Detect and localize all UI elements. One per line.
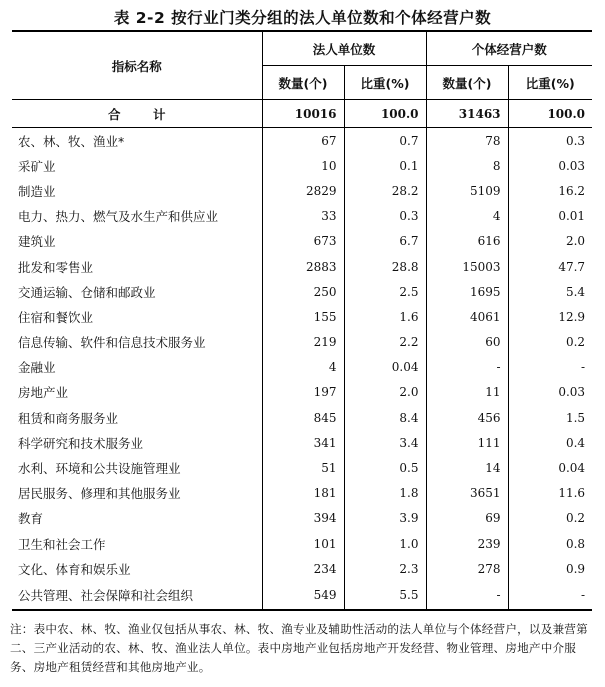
individual-count-cell: 60 <box>426 330 508 355</box>
legal-share-cell: 0.7 <box>344 128 426 154</box>
table-row <box>12 229 592 254</box>
individual-share-cell: - <box>508 581 592 610</box>
table-body <box>12 100 592 611</box>
legal-count-cell: 2883 <box>262 254 344 279</box>
industry-name: 农、林、牧、渔业* <box>12 128 262 154</box>
industry-name: 电力、热力、燃气及水生产和供应业 <box>12 204 262 229</box>
individual-share-cell: - <box>580 360 586 375</box>
individual-count-cell: 15003 <box>426 254 508 279</box>
industry-name: 教育 <box>12 506 262 531</box>
industry-name: 信息传输、软件和信息技术服务业 <box>12 330 262 355</box>
industry-name: 居民服务、修理和其他服务业 <box>12 481 262 506</box>
individual-count-cell: 69 <box>426 506 508 531</box>
legal-count-cell: 394 <box>262 506 344 531</box>
legal-count-cell: 101 <box>262 531 344 556</box>
industry-name: 文化、体育和娱乐业 <box>12 556 262 581</box>
industry-table <box>12 30 592 611</box>
legal-share-cell: 1.6 <box>344 304 426 329</box>
industry-name: 住宿和餐饮业 <box>12 304 262 329</box>
individual-share-cell: 0.8 <box>565 536 586 551</box>
legal-share-cell: 1.8 <box>344 481 426 506</box>
industry-name: 合 计 <box>12 100 262 128</box>
individual-share-cell: 0.9 <box>565 561 586 576</box>
table-row <box>12 153 592 178</box>
legal-share-cell: 1.0 <box>344 531 426 556</box>
individual-share-cell: 0.03 <box>558 158 586 173</box>
legal-share-cell: 28.8 <box>344 254 426 279</box>
legal-count-cell: 10 <box>262 153 344 178</box>
legal-share-cell: 28.2 <box>344 178 426 203</box>
table-row <box>12 254 592 279</box>
legal-count-cell: 219 <box>262 330 344 355</box>
individual-count-cell: 4 <box>426 204 508 229</box>
table-row <box>12 355 592 380</box>
header-indicator: 指标名称 <box>12 31 262 100</box>
individual-count-cell: 3651 <box>426 481 508 506</box>
individual-count-cell: 111 <box>426 430 508 455</box>
table-row <box>12 430 592 455</box>
legal-share-cell: 0.3 <box>344 204 426 229</box>
individual-share-cell: 11.6 <box>558 486 586 501</box>
legal-share-cell: 6.7 <box>344 229 426 254</box>
legal-count-cell: 234 <box>262 556 344 581</box>
individual-count-cell: 616 <box>426 229 508 254</box>
table-row <box>12 581 592 610</box>
legal-count-cell: 250 <box>262 279 344 304</box>
industry-name: 交通运输、仓储和邮政业 <box>12 279 262 304</box>
table-row <box>12 204 592 229</box>
individual-count-cell: 4061 <box>426 304 508 329</box>
industry-name: 公共管理、社会保障和社会组织 <box>12 581 262 610</box>
individual-share-cell: 5.4 <box>565 284 586 299</box>
industry-name: 金融业 <box>12 355 262 380</box>
table-row <box>12 330 592 355</box>
individual-count-cell: 278 <box>426 556 508 581</box>
legal-share-cell: 5.5 <box>344 581 426 610</box>
industry-name: 采矿业 <box>12 153 262 178</box>
individual-share-cell: 47.7 <box>558 259 586 274</box>
individual-count-cell: 1695 <box>426 279 508 304</box>
table-row <box>12 455 592 480</box>
legal-count-cell: 51 <box>262 455 344 480</box>
table-row <box>12 531 592 556</box>
individual-share-cell: 100.0 <box>508 100 592 128</box>
individual-count-cell: 11 <box>426 380 508 405</box>
legal-count-cell: 341 <box>262 430 344 455</box>
table-row <box>12 304 592 329</box>
table-row <box>12 481 592 506</box>
individual-share-cell: 2.0 <box>565 234 586 249</box>
legal-count-cell: 845 <box>262 405 344 430</box>
header-individual-households: 个体经营户数 <box>426 31 592 66</box>
table-row <box>12 405 592 430</box>
industry-name: 建筑业 <box>12 229 262 254</box>
industry-name: 批发和零售业 <box>12 254 262 279</box>
header-legal-count: 数量(个) <box>262 66 344 100</box>
legal-count-cell: 673 <box>262 229 344 254</box>
individual-count-cell: - <box>426 581 508 610</box>
legal-share-cell: 3.9 <box>344 506 426 531</box>
legal-share-cell: 0.1 <box>344 153 426 178</box>
table-row <box>12 506 592 531</box>
industry-name: 制造业 <box>12 178 262 203</box>
legal-count-cell: 4 <box>262 355 344 380</box>
individual-share-cell: 0.2 <box>565 511 586 526</box>
legal-share-cell: 0.04 <box>344 355 426 380</box>
individual-count-cell: 239 <box>426 531 508 556</box>
individual-share-cell: 0.01 <box>558 209 586 224</box>
legal-count-cell: 2829 <box>262 178 344 203</box>
legal-share-cell: 8.4 <box>344 405 426 430</box>
industry-name: 卫生和社会工作 <box>12 531 262 556</box>
table-row <box>12 128 592 154</box>
individual-share-cell: 16.2 <box>558 183 586 198</box>
legal-count-cell: 33 <box>262 204 344 229</box>
individual-count-cell: - <box>426 355 508 380</box>
legal-share-cell: 2.3 <box>344 556 426 581</box>
header-individual-count: 数量(个) <box>426 66 508 100</box>
individual-count-cell: 456 <box>426 405 508 430</box>
table-row <box>12 380 592 405</box>
legal-share-cell: 2.0 <box>344 380 426 405</box>
legal-count-cell: 549 <box>262 581 344 610</box>
footnote: 注：表中农、林、牧、渔业仅包括从事农、林、牧、渔专业及辅助性活动的法人单位与个体经营户，以及兼营第二、三产业活动的农、林、牧、渔业法人单位。表中房地产业包括房地产开发经营、物业管理、房地产中介服务、房地产租赁经营和其他房地产业。 <box>10 622 588 674</box>
industry-name: 科学研究和技术服务业 <box>12 430 262 455</box>
individual-count-cell: 5109 <box>426 178 508 203</box>
legal-share-cell: 0.5 <box>344 455 426 480</box>
individual-count-cell: 14 <box>426 455 508 480</box>
legal-share-cell: 3.4 <box>344 430 426 455</box>
table-title: 表 2-2 按行业门类分组的法人单位数和个体经营户数 <box>113 9 492 27</box>
total-row <box>12 100 592 128</box>
legal-share-cell: 2.2 <box>344 330 426 355</box>
header-legal-share: 比重(%) <box>344 66 426 100</box>
legal-count-cell: 155 <box>262 304 344 329</box>
legal-count-cell: 10016 <box>262 100 344 128</box>
individual-share-cell: 1.5 <box>565 410 586 425</box>
legal-share-cell: 2.5 <box>344 279 426 304</box>
table-row <box>12 178 592 203</box>
individual-share-cell: 0.04 <box>558 461 586 476</box>
industry-name: 水利、环境和公共设施管理业 <box>12 455 262 480</box>
individual-share-cell: 0.4 <box>565 435 586 450</box>
industry-name: 房地产业 <box>12 380 262 405</box>
header-legal-units: 法人单位数 <box>262 31 426 66</box>
legal-count-cell: 197 <box>262 380 344 405</box>
table-row <box>12 556 592 581</box>
header-individual-share: 比重(%) <box>508 66 592 100</box>
industry-name: 租赁和商务服务业 <box>12 405 262 430</box>
individual-share-cell: 0.3 <box>565 133 586 148</box>
individual-count-cell: 31463 <box>426 100 508 128</box>
individual-share-cell: 12.9 <box>558 309 586 324</box>
legal-count-cell: 67 <box>262 128 344 154</box>
legal-count-cell: 181 <box>262 481 344 506</box>
individual-count-cell: 78 <box>426 128 508 154</box>
legal-share-cell: 100.0 <box>344 100 426 128</box>
table-row <box>12 279 592 304</box>
individual-count-cell: 8 <box>426 153 508 178</box>
individual-share-cell: 0.03 <box>558 385 586 400</box>
individual-share-cell: 0.2 <box>565 335 586 350</box>
